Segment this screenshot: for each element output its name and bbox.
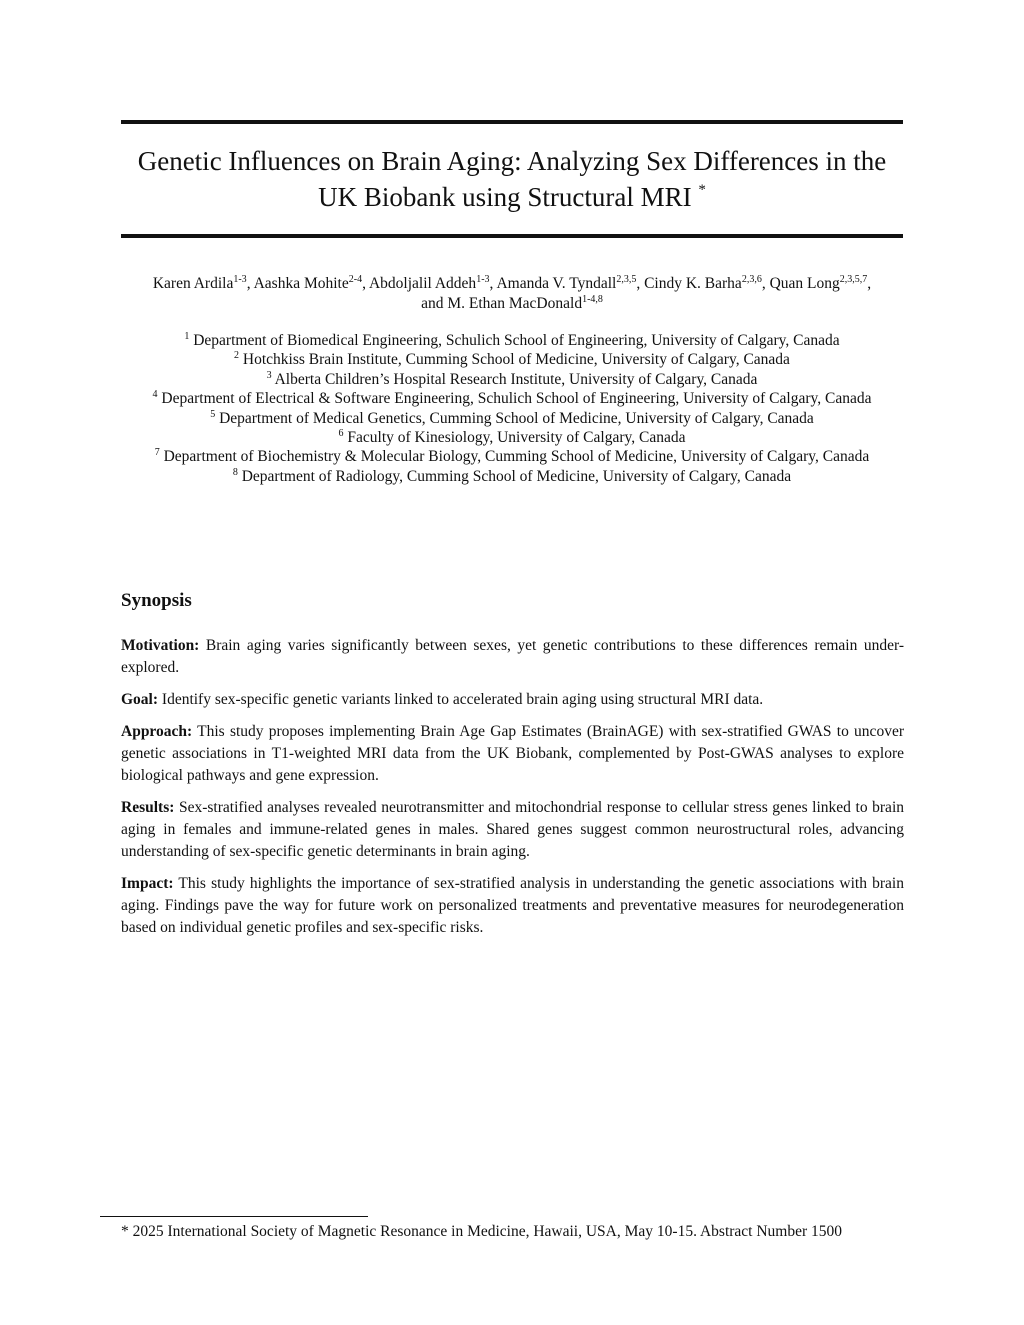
affiliation-text: Department of Biochemistry & Molecular Biology, Cumming School of Medicine, University of Calgary, Canada (163, 448, 870, 466)
affiliation-number: 7 (154, 447, 160, 459)
synopsis-label: Approach: (121, 723, 193, 740)
affiliation-number: 3 (266, 369, 272, 381)
author-separator: , (246, 275, 254, 292)
affiliation-text: Department of Radiology, Cumming School of Medicine, University of Calgary, Canada (241, 467, 792, 485)
affiliation-item (80, 467, 944, 486)
affiliation-number: 5 (210, 408, 216, 420)
synopsis-label: Results: (121, 799, 175, 816)
author-affiliation-sup: 1-3 (233, 274, 247, 285)
author-name: Quan Long (769, 275, 840, 292)
synopsis-label: Goal: (121, 691, 159, 708)
affiliation-text: Department of Biomedical Engineering, Schulich School of Engineering, University of Calgary, Canada (193, 332, 840, 349)
author-separator: , (362, 275, 369, 292)
synopsis-paragraph-results (121, 797, 904, 863)
footnote: * 2025 International Society of Magnetic Resonance in Medicine, Hawaii, USA, May 10-15. Abstract Number 1500 (121, 1223, 843, 1240)
author-affiliation-sup: 1-4,8 (582, 293, 603, 305)
affiliation-text: Department of Electrical & Software Engineering, Schulich School of Engineering, University of Calgary, Canada (161, 390, 872, 408)
author-separator: , (636, 275, 645, 292)
title-text: Genetic Influences on Brain Aging: Analyzing Sex Differences in the UK Biobank using Structural MRI (137, 146, 887, 212)
synopsis-text: Identify sex-specific genetic variants linked to accelerated brain aging using structural MRI data. (161, 691, 764, 708)
synopsis-body (121, 635, 904, 949)
author-list (100, 274, 924, 313)
synopsis-paragraph-impact (121, 873, 904, 939)
affiliation-item (80, 428, 944, 447)
affiliation-list (80, 331, 944, 486)
synopsis-label: Motivation: (121, 637, 200, 654)
author-name: Cindy K. Barha (644, 275, 742, 292)
synopsis-paragraph-approach (121, 721, 904, 787)
affiliation-item (80, 370, 944, 389)
author-affiliation-sup: 2,3,6 (741, 274, 762, 285)
author-separator: , (489, 275, 497, 292)
author-name: Aashka Mohite (253, 275, 349, 292)
author-name: and M. Ethan MacDonald (421, 294, 583, 312)
affiliation-item (80, 447, 944, 466)
affiliation-number: 4 (152, 389, 158, 401)
footnote-rule (100, 1216, 368, 1217)
affiliation-number: 6 (338, 428, 344, 440)
affiliation-item (80, 350, 944, 369)
affiliation-number: 1 (184, 331, 190, 342)
synopsis-label: Impact: (121, 875, 174, 892)
affiliation-text: Alberta Children’s Hospital Research Institute, University of Calgary, Canada (274, 370, 758, 388)
affiliation-item (80, 331, 944, 350)
author-separator: , (761, 275, 770, 292)
synopsis-paragraph-motivation (121, 635, 904, 679)
synopsis-heading: Synopsis (121, 590, 192, 611)
affiliation-number: 8 (232, 466, 238, 478)
author-name: Abdoljalil Addeh (368, 275, 477, 292)
affiliation-text: Hotchkiss Brain Institute, Cumming School of Medicine, University of Calgary, Canada (242, 351, 790, 369)
affiliation-item (80, 409, 944, 428)
author-affiliation-sup: 1-3 (476, 274, 490, 285)
title-bottom-rule (121, 234, 903, 238)
synopsis-text: Brain aging varies significantly between sexes, yet genetic contributions to these differences remain under-explored. (121, 637, 905, 676)
affiliation-text: Department of Medical Genetics, Cumming School of Medicine, University of Calgary, Canada (219, 409, 814, 427)
affiliation-item (80, 389, 944, 408)
author-separator: , (867, 275, 872, 292)
author-affiliation-sup: 2-4 (348, 274, 363, 285)
synopsis-paragraph-goal (121, 689, 904, 711)
author-affiliation-sup: 2,3,5,7 (839, 274, 868, 285)
author-name: Amanda V. Tyndall (496, 275, 617, 292)
title-footnote-marker: * (698, 182, 706, 198)
synopsis-text: Sex-stratified analyses revealed neurotransmitter and mitochondrial response to cellular stress genes linked to brain aging in females and immune-related genes in males. Shared genes suggest common neurostructural roles, advancing understanding of sex-specific genetic determinants in brain aging. (121, 799, 904, 860)
synopsis-text: This study highlights the importance of sex-stratified analysis in understanding the genetic associations with brain aging. Findings pave the way for future work on personalized treatments and preventative measures for neurodegeneration based on individual genetic profiles and sex-specific risks. (121, 875, 904, 936)
synopsis-text: This study proposes implementing Brain Age Gap Estimates (BrainAGE) with sex-stratified GWAS to uncover genetic associations in T1-weighted MRI data from the UK Biobank, complemented by Post-GWAS analyses to explore biological pathways and gene expression. (121, 723, 904, 784)
title-top-rule (121, 120, 903, 124)
author-name: Karen Ardila (152, 275, 234, 292)
author-affiliation-sup: 2,3,5 (616, 274, 637, 285)
paper-title (121, 143, 903, 215)
affiliation-text: Faculty of Kinesiology, University of Calgary, Canada (347, 429, 686, 447)
affiliation-number: 2 (234, 350, 240, 362)
